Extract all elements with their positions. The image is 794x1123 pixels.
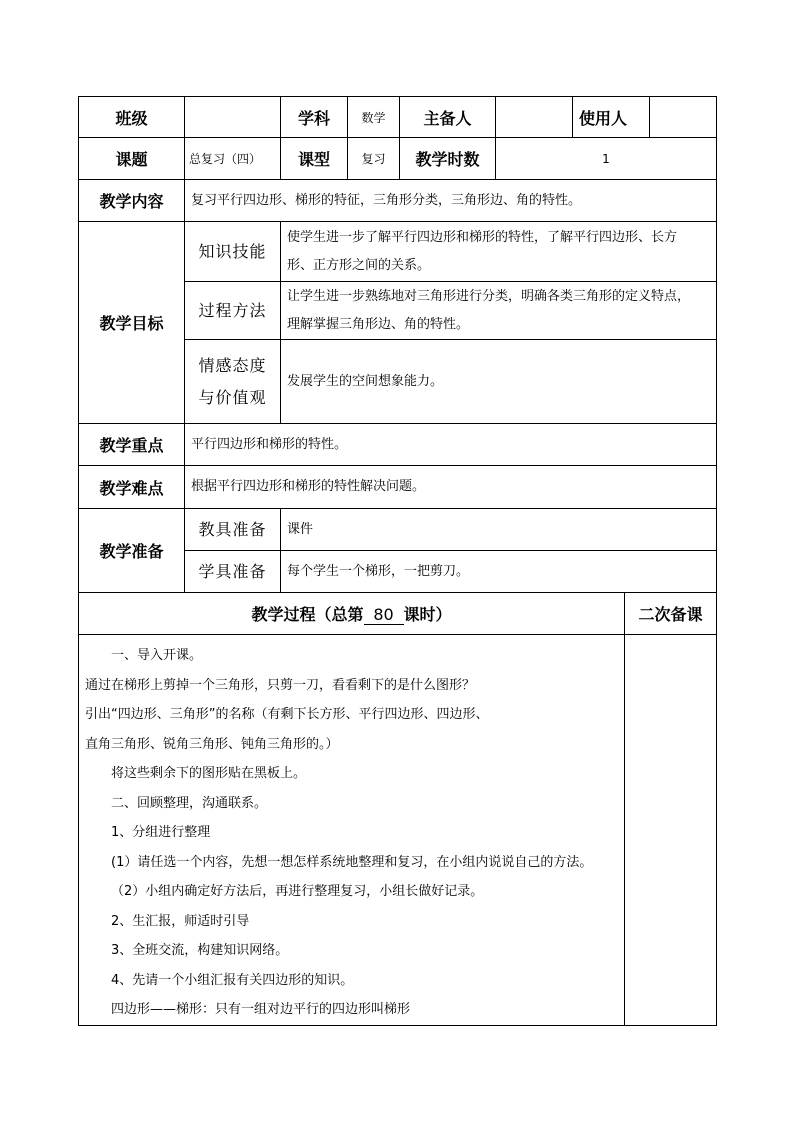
process-line: （2）小组内确定好方法后，再进行整理复习，小组长做好记录。: [111, 884, 484, 899]
user-value: [650, 97, 717, 138]
topic-label: 课题: [79, 138, 185, 180]
student-aids-value: 每个学生一个梯形，一把剪刀。: [281, 551, 717, 593]
difficulty-label: 教学难点: [79, 466, 185, 509]
process-line: 3、全班交流，构建知识网络。: [111, 943, 289, 958]
preparation-label: 教学准备: [79, 509, 185, 593]
difficulty-value: 根据平行四边形和梯形的特性解决问题。: [185, 466, 717, 509]
key-point-label: 教学重点: [79, 424, 185, 466]
process-line: 引出“四边形、三角形”的名称（有剩下长方形、平行四边形、四边形、: [85, 707, 489, 722]
teaching-hours-value: 1: [496, 138, 717, 180]
process-line: 四边形——梯形：只有一组对边平行的四边形叫梯形: [111, 1002, 411, 1017]
lesson-number: 80: [364, 605, 404, 625]
goal-attitude-label: 情感态度 与价值观: [185, 340, 281, 424]
lead-preparer-label: 主备人: [400, 97, 496, 138]
process-line: 直角三角形、锐角三角形、钝角三角形的。）: [85, 736, 339, 752]
process-table: [78, 592, 717, 1026]
second-prep-label: 二次备课: [625, 593, 717, 635]
goal-knowledge-text: 使学生进一步了解平行四边形和梯形的特性，了解平行四边形、长方 形、正方形之间的关系。: [281, 222, 717, 282]
process-line: 二、回顾整理，沟通联系。: [111, 795, 268, 811]
teaching-goals-label: 教学目标: [79, 222, 185, 424]
lesson-type-label: 课型: [281, 138, 348, 180]
process-title: 教学过程（总第 80 课时）: [79, 593, 625, 635]
student-aids-label: 学具准备: [185, 551, 281, 593]
lead-preparer-value: [496, 97, 573, 138]
class-value: [185, 97, 281, 138]
class-label: 班级: [79, 97, 185, 138]
subject-label: 学科: [281, 97, 348, 138]
teaching-content-label: 教学内容: [79, 180, 185, 222]
lesson-plan-sheet: [78, 96, 716, 1026]
lesson-plan-table: [78, 96, 717, 593]
process-line: 通过在梯形上剪掉一个三角形，只剪一刀，看看剩下的是什么图形？: [85, 677, 476, 693]
topic-value: 总复习（四）: [185, 138, 281, 180]
process-line: 一、导入开课。: [111, 648, 203, 663]
teacher-aids-value: 课件: [281, 509, 717, 551]
teaching-content-value: 复习平行四边形、梯形的特征，三角形分类，三角形边、角的特性。: [185, 180, 717, 222]
user-label: 使用人: [573, 97, 650, 138]
teacher-aids-label: 教具准备: [185, 509, 281, 551]
goal-process-text: 让学生进一步熟练地对三角形进行分类，明确各类三角形的定义特点， 理解掌握三角形边、角的特性。: [281, 282, 717, 340]
lesson-type-value: 复习: [348, 138, 400, 180]
process-line: (1）请任选一个内容，先想一想怎样系统地整理和复习，在小组内说说自己的方法。: [111, 854, 593, 870]
process-line: 2、生汇报，师适时引导: [111, 913, 250, 929]
teaching-hours-label: 教学时数: [400, 138, 496, 180]
goal-process-label: 过程方法: [185, 282, 281, 340]
goal-knowledge-label: 知识技能: [185, 222, 281, 282]
key-point-value: 平行四边形和梯形的特性。: [185, 424, 717, 466]
process-content: [79, 635, 625, 1026]
subject-value: 数学: [348, 97, 400, 138]
process-line: 4、先请一个小组汇报有关四边形的知识。: [111, 972, 354, 988]
second-prep-column: [625, 635, 717, 1026]
goal-attitude-text: 发展学生的空间想象能力。: [281, 340, 717, 424]
process-line: 将这些剩余下的图形贴在黑板上。: [111, 766, 307, 781]
process-line: 1、分组进行整理: [111, 825, 211, 840]
